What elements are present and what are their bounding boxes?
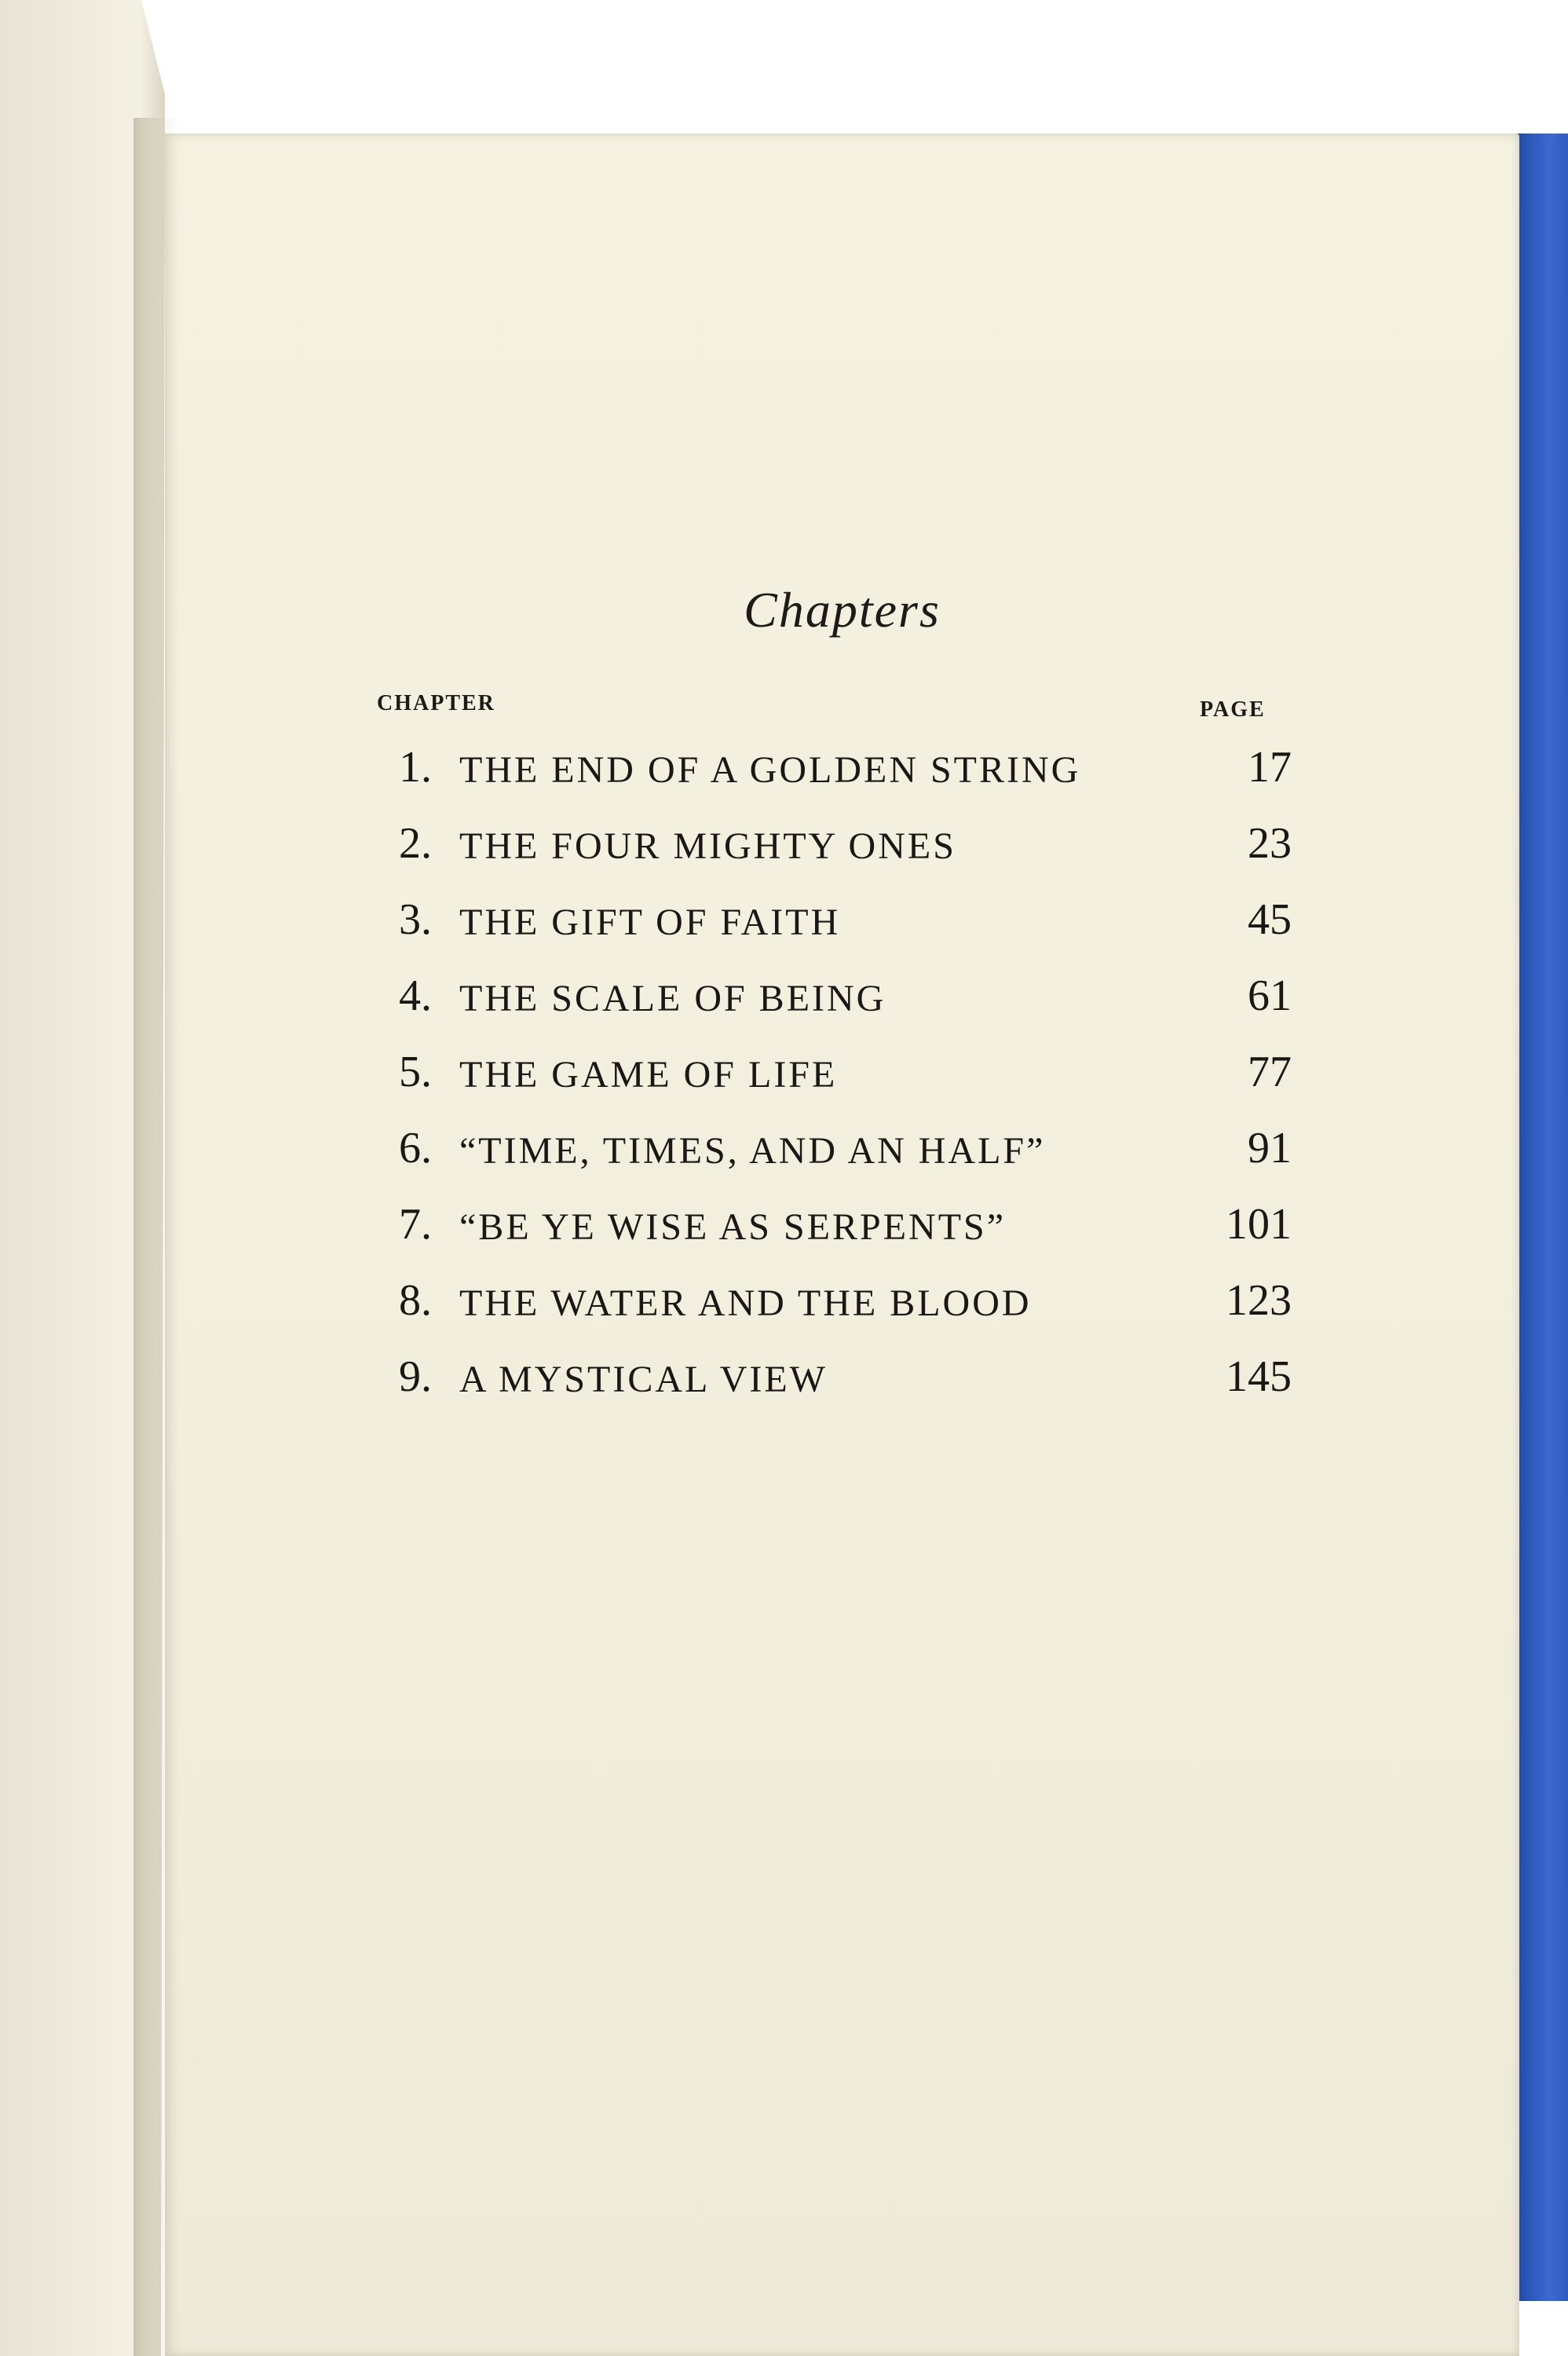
chapter-page: 77 xyxy=(1248,1048,1292,1096)
chapter-number: 4. xyxy=(399,971,432,1020)
book-page xyxy=(165,134,1519,2356)
chapter-title: THE SCALE OF BEING xyxy=(459,978,886,1019)
chapter-page: 145 xyxy=(1226,1352,1292,1401)
chapter-page: 23 xyxy=(1248,819,1292,868)
gutter-shadow xyxy=(133,118,181,2356)
page-title: Chapters xyxy=(744,582,941,638)
toc-entry xyxy=(165,742,1519,805)
chapter-title: THE END OF A GOLDEN STRING xyxy=(459,749,1081,791)
chapter-title: “BE YE WISE AS SERPENTS” xyxy=(459,1206,1007,1248)
chapter-title: A MYSTICAL VIEW xyxy=(459,1359,828,1400)
chapter-page: 91 xyxy=(1248,1124,1292,1173)
chapter-number: 6. xyxy=(399,1124,432,1173)
toc-entry xyxy=(165,1047,1519,1110)
chapter-page: 45 xyxy=(1248,895,1292,944)
chapter-number: 5. xyxy=(399,1048,432,1096)
chapter-title: THE GAME OF LIFE xyxy=(459,1054,838,1096)
chapter-title: “TIME, TIMES, AND AN HALF” xyxy=(459,1130,1046,1172)
chapter-number: 8. xyxy=(399,1276,432,1325)
toc-entry xyxy=(165,1123,1519,1186)
toc-entry xyxy=(165,1199,1519,1262)
toc-entry xyxy=(165,894,1519,957)
toc-entry xyxy=(165,971,1519,1033)
toc-entry xyxy=(165,1352,1519,1414)
chapter-title: THE WATER AND THE BLOOD xyxy=(459,1282,1032,1324)
page-column-header: PAGE xyxy=(1200,697,1266,722)
chapter-number: 3. xyxy=(399,895,432,944)
toc-entry xyxy=(165,1275,1519,1338)
toc-entry xyxy=(165,818,1519,881)
chapter-number: 7. xyxy=(399,1200,432,1249)
chapter-number: 9. xyxy=(399,1352,432,1401)
chapter-title: THE GIFT OF FAITH xyxy=(459,902,841,943)
chapter-page: 101 xyxy=(1226,1200,1292,1249)
chapter-title: THE FOUR MIGHTY ONES xyxy=(459,825,956,867)
chapter-page: 123 xyxy=(1226,1276,1292,1325)
chapter-number: 2. xyxy=(399,819,432,868)
chapter-page: 61 xyxy=(1248,971,1292,1020)
chapter-page: 17 xyxy=(1248,743,1292,792)
chapter-number: 1. xyxy=(399,743,432,792)
chapter-column-header: CHAPTER xyxy=(377,691,495,715)
